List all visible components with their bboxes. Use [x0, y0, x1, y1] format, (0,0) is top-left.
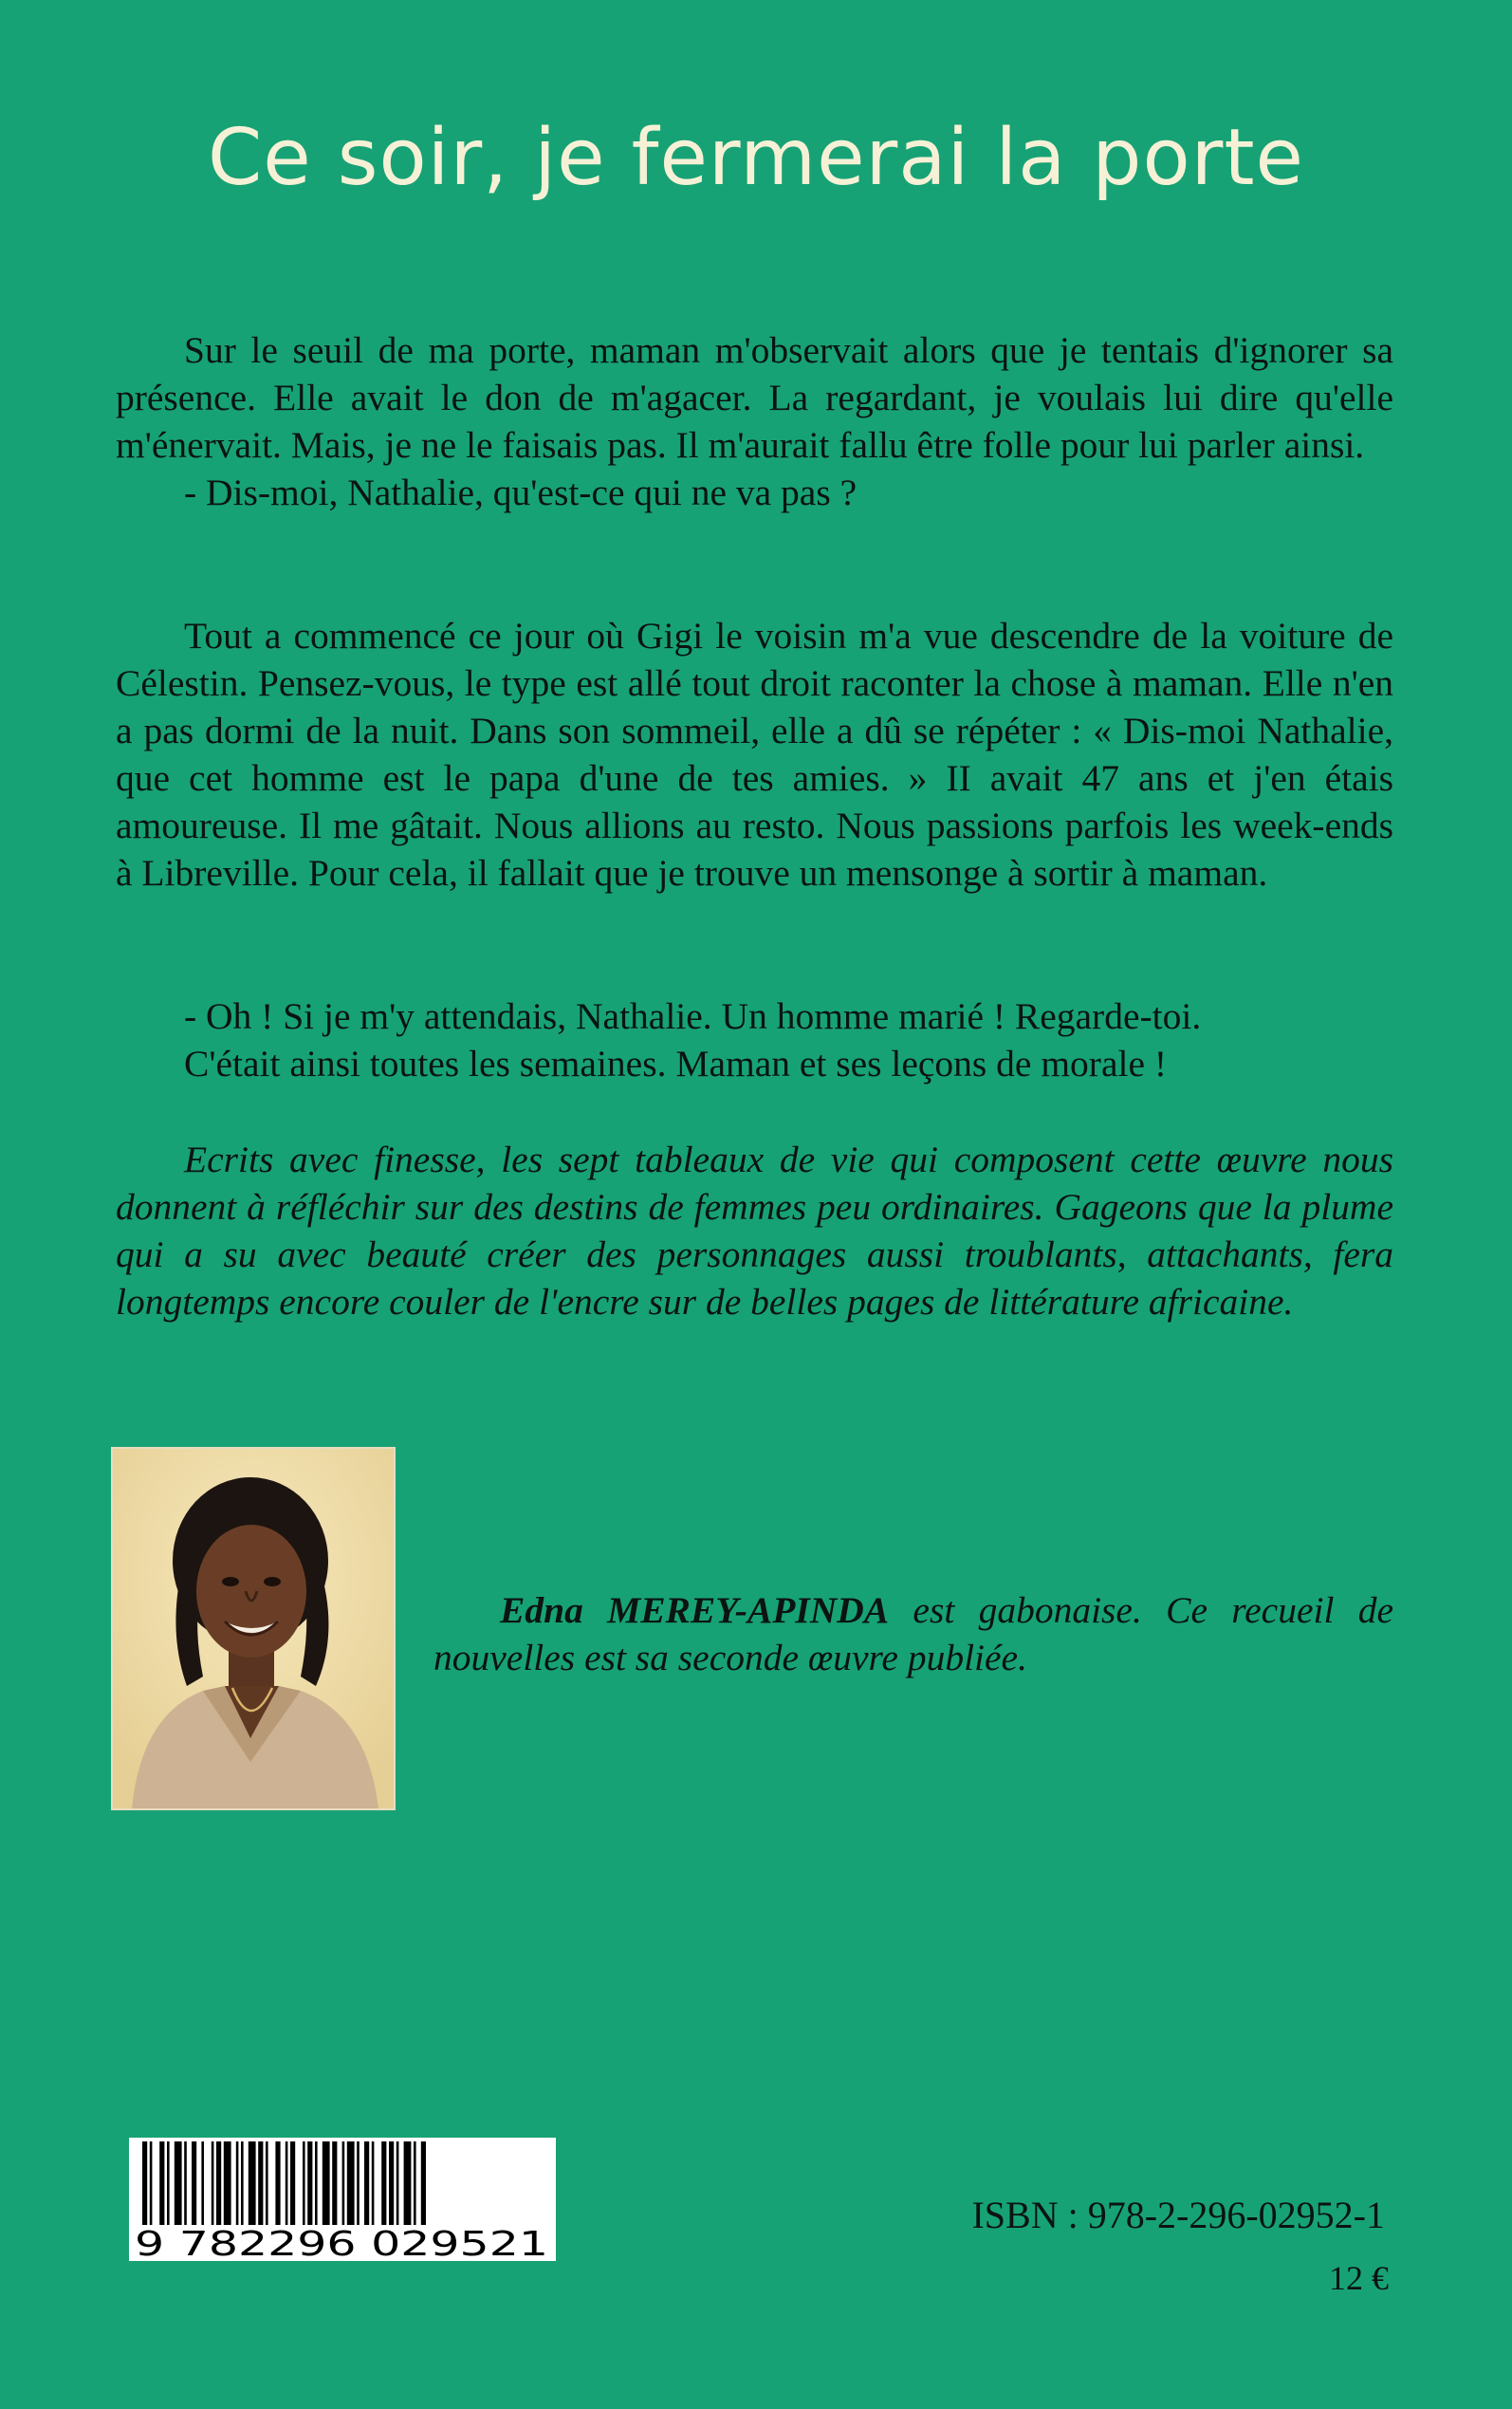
excerpt-paragraph-1 [116, 326, 1393, 516]
barcode-bar [389, 2141, 394, 2225]
book-title: Ce soir, je fermerai la porte [208, 113, 1304, 203]
barcode-bar [258, 2141, 263, 2225]
barcode-bar [275, 2141, 280, 2225]
barcode-bar [192, 2141, 196, 2225]
barcode-bar [381, 2141, 386, 2225]
barcode-bar [323, 2141, 330, 2225]
barcode-bar [414, 2141, 416, 2225]
barcode-bar [372, 2141, 375, 2225]
excerpt-dialogue: - Oh ! Si je m'y attendais, Nathalie. Un homme marié ! Regarde-toi. [184, 995, 1202, 1037]
barcode-bar [266, 2141, 268, 2225]
barcode-bar [236, 2141, 239, 2225]
isbn: ISBN : 978-2-296-02952-1 [971, 2194, 1385, 2236]
barcode-bar [184, 2141, 187, 2225]
barcode-icon [129, 2138, 556, 2261]
barcode-bar [307, 2141, 312, 2225]
barcode-bar [315, 2141, 318, 2225]
blurb-text: Ecrits avec finesse, les sept tableaux de vie qui composent cette œuvre nous donnent à réfléchir sur des destins de femmes peu ordinaires. Gageons que la plume qui a su avec beauté créer des personnages aussi troublants, attachants, fera longtemps encore couler de l'encre sur de belles pages de littérature africaine. [116, 1139, 1393, 1323]
barcode-bar [150, 2141, 153, 2225]
barcode-bar [286, 2141, 288, 2225]
excerpt-paragraph-3 [116, 992, 1393, 1087]
excerpt-paragraph-2 [116, 612, 1393, 897]
barcode-bar [347, 2141, 355, 2225]
barcode-bar [364, 2141, 369, 2225]
author-bio-text: est gabonaise. Ce recueil de nouvelles est sa seconde œuvre publiée. [433, 1589, 1394, 1678]
price: 12 € [1329, 2259, 1389, 2297]
barcode-bar [224, 2141, 231, 2225]
barcode-bar [421, 2141, 426, 2225]
excerpt-text: Sur le seuil de ma porte, maman m'observait alors que je tentais d'ignorer sa présence. Elle avait le don de m'agacer. La regardant, je voulais lui dire qu'elle m'énervait. Mais, je ne le faisais pas. Il m'aurait fallu être folle pour lui parler ainsi. [116, 329, 1393, 466]
author-bio [433, 1586, 1393, 1681]
barcode-bar [249, 2141, 256, 2225]
barcode-bar [290, 2141, 295, 2225]
barcode-digits: 9 782296 029521 [135, 2225, 548, 2261]
excerpt-text: C'était ainsi toutes les semaines. Maman et ses leçons de morale ! [184, 1043, 1168, 1084]
barcode-bar [175, 2141, 182, 2225]
barcode-bar [404, 2141, 412, 2225]
author-portrait-icon [113, 1449, 394, 1808]
barcode-bar [241, 2141, 244, 2225]
barcode-bar [303, 2141, 305, 2225]
blurb [116, 1136, 1393, 1325]
barcode-bar [332, 2141, 337, 2225]
barcode-bar [396, 2141, 399, 2225]
excerpt-dialogue: - Dis-moi, Nathalie, qu'est-ce qui ne va pas ? [184, 472, 857, 513]
barcode-bar [167, 2141, 170, 2225]
barcode-bar [216, 2141, 221, 2225]
barcode-bar [212, 2141, 214, 2225]
barcode [129, 2138, 556, 2261]
barcode-bar [201, 2141, 204, 2225]
author-name: Edna MEREY-APINDA [500, 1589, 890, 1631]
barcode-bar [357, 2141, 360, 2225]
barcode-bar [342, 2141, 345, 2225]
barcode-bar [159, 2141, 164, 2225]
author-portrait-photo [111, 1447, 396, 1810]
excerpt-text: Tout a commencé ce jour où Gigi le voisin m'a vue descendre de la voiture de Célestin. Pensez-vous, le type est allé tout droit raconter la chose à maman. Elle n'en a pas dormi de la nuit. Dans son sommeil, elle a dû se répéter : « Dis-moi Nathalie, que cet homme est le papa d'une de tes amies. » II avait 47 ans et j'en étais amoureuse. Il me gâtait. Nous allions au resto. Nous passions parfois les week-ends à Libreville. Pour cela, il fallait que je trouve un mensonge à sortir à maman. [116, 615, 1393, 894]
barcode-bar [142, 2141, 147, 2225]
